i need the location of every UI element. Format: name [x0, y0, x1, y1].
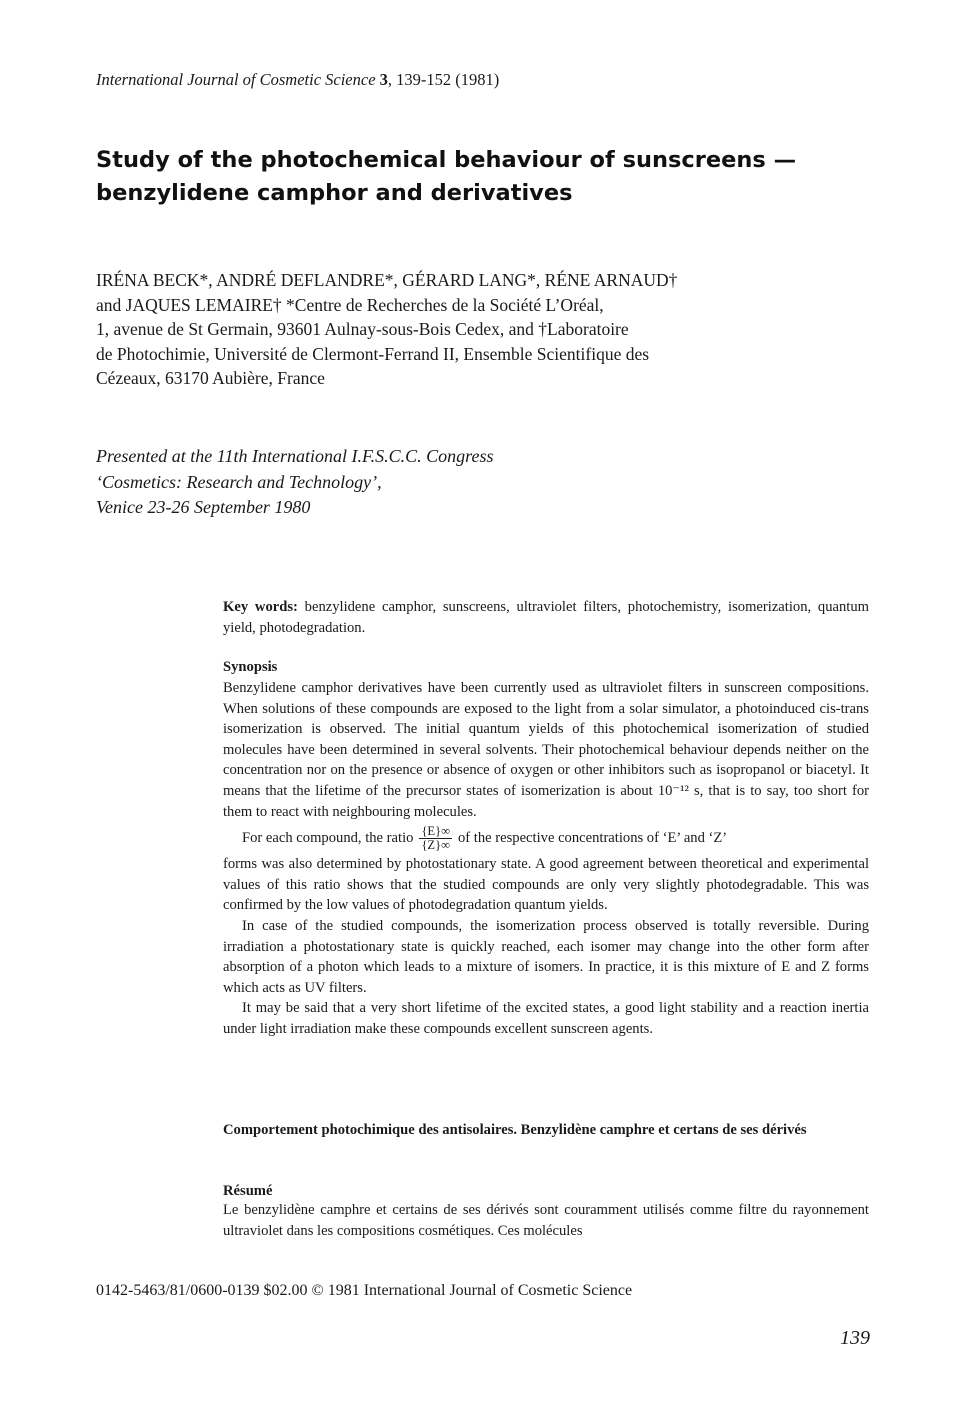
- author-line: 1, avenue de St Germain, 93601 Aulnay-sous-Bois Cedex, and †Laboratoire: [96, 319, 629, 339]
- ratio-fraction: [419, 825, 452, 851]
- presented-line: Venice 23-26 September 1980: [96, 497, 311, 517]
- keywords: [223, 597, 869, 638]
- author-line: IRÉNA BECK*, ANDRÉ DEFLANDRE*, GÉRARD LANG*, RÉNE ARNAUD†: [96, 270, 678, 290]
- synopsis-paragraph-1: Benzylidene camphor derivatives have been currently used as ultraviolet filters in sunscreen compositions. When solutions of these compounds are exposed to the light from a solar simulator, a photoinduced cis-trans isomerization is observed. The initial quantum yields of this photochemical isomerization of studied molecules have been determined in several solvents. Their photochemical behaviour depends neither on the concentration nor on the presence or absence of oxygen or other inhibitors such as isopropanol or biacetyl. It means that the lifetime of the precursor states of isomerization is about 10⁻¹² s, that is to say, too short for them to react with neighbouring molecules.: [223, 680, 869, 820]
- article-title: [96, 144, 856, 210]
- journal-volume: 3: [379, 70, 388, 89]
- journal-pages-year: , 139-152 (1981): [387, 70, 500, 89]
- author-line: and JAQUES LEMAIRE† *Centre de Recherches de la Société L’Oréal,: [96, 294, 604, 315]
- article-title-line-1: Study of the photochemical behaviour of sunscreens —: [96, 147, 797, 173]
- french-title: Comportement photochimique des antisolaires. Benzylidène camphre et certans de ses dérivés: [223, 1122, 807, 1138]
- synopsis-body: [223, 678, 869, 1040]
- journal-citation: [96, 70, 499, 90]
- presented-line: Presented at the 11th International I.F.S.C.C. Congress: [96, 446, 494, 466]
- page-number: 139: [840, 1327, 870, 1349]
- synopsis-paragraph-2: forms was also determined by photostationary state. A good agreement between theoretical and experimental values of this ratio shows that the studied compounds are only very slightly photodegradable. This was confirmed by the low values of photodegradation quantum yields.: [223, 856, 869, 914]
- ratio-line: [223, 822, 869, 854]
- ratio-denominator: {Z}∞: [421, 837, 450, 852]
- author-line: de Photochimie, Université de Clermont-Ferrand II, Ensemble Scientifique des: [96, 343, 650, 364]
- author-affiliations: [96, 268, 816, 391]
- author-line: Cézeaux, 63170 Aubière, France: [96, 368, 325, 388]
- resume-heading: Résumé: [223, 1183, 273, 1199]
- copyright-line: 0142-5463/81/0600-0139 $02.00 © 1981 International Journal of Cosmetic Science: [96, 1282, 633, 1299]
- keywords-text: benzylidene camphor, sunscreens, ultraviolet filters, photochemistry, isomerization, quantum yield, photodegradation.: [223, 599, 869, 636]
- synopsis-heading: Synopsis: [223, 659, 278, 675]
- presented-line: ‘Cosmetics: Research and Technology’,: [96, 471, 382, 492]
- synopsis-paragraph-3: In case of the studied compounds, the isomerization process observed is totally reversible. During irradiation a photostationary state is quickly reached, each isomer may change into the other form after absorption of a photon which leads to a mixture of isomers. In practice, it is this mixture of E and Z forms which acts as UV filters.: [223, 917, 869, 996]
- article-title-line-2: benzylidene camphor and derivatives: [96, 180, 573, 206]
- ratio-numerator: {E}∞: [421, 824, 450, 839]
- keywords-label: Key words:: [223, 599, 298, 615]
- presented-at-note: [96, 444, 493, 521]
- resume-text: Le benzylidène camphre et certains de ses dérivés sont couramment utilisés comme filtre du rayonnement ultraviolet dans les compositions cosmétiques. Ces molécules: [223, 1202, 869, 1239]
- ratio-lead-text: For each compound, the ratio: [242, 829, 414, 846]
- synopsis-paragraph-4: It may be said that a very short lifetime of the excited states, a good light stability and a reaction inertia under light irradiation make these compounds excellent sunscreen agents.: [223, 1000, 869, 1037]
- ratio-trail-text: of the respective concentrations of ‘E’ and ‘Z’: [457, 829, 728, 846]
- journal-name: International Journal of Cosmetic Science: [96, 70, 376, 89]
